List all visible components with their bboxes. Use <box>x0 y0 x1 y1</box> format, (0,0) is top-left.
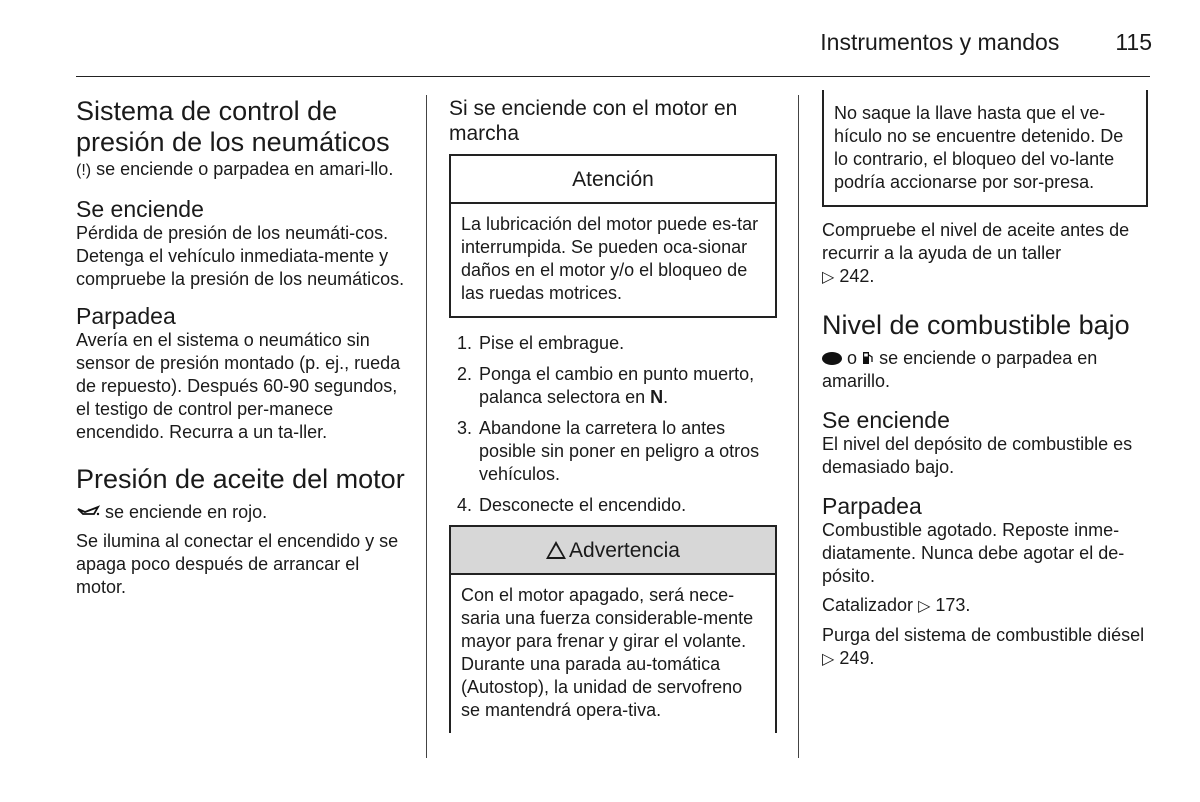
fuel-on-heading: Se enciende <box>822 407 950 433</box>
fuel-pump-icon <box>862 350 874 365</box>
header-rule <box>76 76 1150 77</box>
attention-text: La lubricación del motor puede es-tar interrumpida. Se pueden oca-sionar daños en el motor y/o el bloqueo de las ruedas motrices. <box>461 214 759 303</box>
purge-reference: Purga del sistema de combustible diésel ▷ 249. <box>822 624 1150 671</box>
list-item: 1. Pise el embrague. <box>457 333 625 353</box>
tpms-blink-text: Avería en el sistema o neumático sin sensor de presión montado (p. ej., rueda de repuesto). Después 60-90 segundos, el testigo de control per-manece encendido. Recurra a un ta-ller. <box>76 330 401 442</box>
page-reference-icon: ▷ <box>918 598 931 615</box>
warning-triangle-icon <box>546 541 566 559</box>
column-divider-1 <box>426 95 427 758</box>
oil-pressure-text: Se ilumina al conectar el encendido y se apaga poco después de arrancar el motor. <box>76 531 399 597</box>
section-title: Instrumentos y mandos <box>820 28 1060 55</box>
low-fuel-intro: o se enciende o parpadea en amarillo. <box>822 348 1098 391</box>
tpms-on-heading: Se enciende <box>76 196 204 222</box>
tpms-intro: (!) se enciende o parpadea en amari-llo. <box>76 158 408 182</box>
attention-title: Atención <box>451 156 775 204</box>
attention-box <box>449 154 777 318</box>
column-1 <box>76 92 408 599</box>
tpms-heading: Sistema de control de presión de los neumáticos <box>76 96 390 157</box>
page-number: 115 <box>1115 28 1152 55</box>
column-3 <box>822 92 1150 671</box>
tpms-blink-heading: Parpadea <box>76 303 176 329</box>
oil-pressure-heading: Presión de aceite del motor <box>76 464 405 494</box>
oil-can-icon <box>76 505 100 519</box>
warning-box-continued <box>822 90 1148 207</box>
fuel-on-text: El nivel del depósito de combustible es demasiado bajo. <box>822 434 1133 477</box>
check-oil-text: Compruebe el nivel de aceite antes de recurrir a la ayuda de un taller ▷ 242. <box>822 219 1150 289</box>
column-2 <box>449 92 777 733</box>
list-item: 3. Abandone la carretera lo antes posible sin poner en peligro a otros vehículos. <box>457 418 760 484</box>
tire-pressure-icon: (!) <box>76 162 92 179</box>
low-fuel-heading: Nivel de combustible bajo <box>822 310 1130 340</box>
warning-title: Advertencia <box>451 527 775 575</box>
tpms-on-text: Pérdida de presión de los neumáti-cos. Detenga el vehículo inmediata-mente y compruebe la presión de los neumáticos. <box>76 223 405 289</box>
warning-text: Con el motor apagado, será nece-saria una fuerza considerable-mente mayor para frenar y girar el volante. Durante una parada au-tomática (Autostop), la unidad de servofreno se mantendrá opera-tiva. <box>461 585 754 720</box>
list-item: 4. Desconecte el encendido. <box>457 495 687 515</box>
warning-box <box>449 525 777 733</box>
engine-running-heading: Si se enciende con el motor en marcha <box>449 97 738 145</box>
page-reference-icon: ▷ <box>822 269 835 286</box>
steps-list <box>449 332 777 517</box>
catalyst-reference: Catalizador ▷ 173. <box>822 594 1150 618</box>
fuel-blink-text: Combustible agotado. Reposte inme-diatamente. Nunca debe agotar el de-pósito. <box>822 520 1125 586</box>
page-reference-icon: ▷ <box>822 651 835 668</box>
oil-pressure-intro: se enciende en rojo. <box>76 501 408 524</box>
fuel-warning-dot-icon <box>822 352 842 365</box>
column-divider-2 <box>798 95 799 758</box>
page-header <box>76 24 1152 60</box>
list-item: 2. Ponga el cambio en punto muerto, palanca selectora en N. <box>457 364 755 407</box>
fuel-blink-heading: Parpadea <box>822 493 922 519</box>
warning-box-continued-text: No saque la llave hasta que el ve-hículo no se encuentre detenido. De lo contrario, el bloqueo del vo-lante podría accionarse por sor-presa. <box>834 103 1124 192</box>
